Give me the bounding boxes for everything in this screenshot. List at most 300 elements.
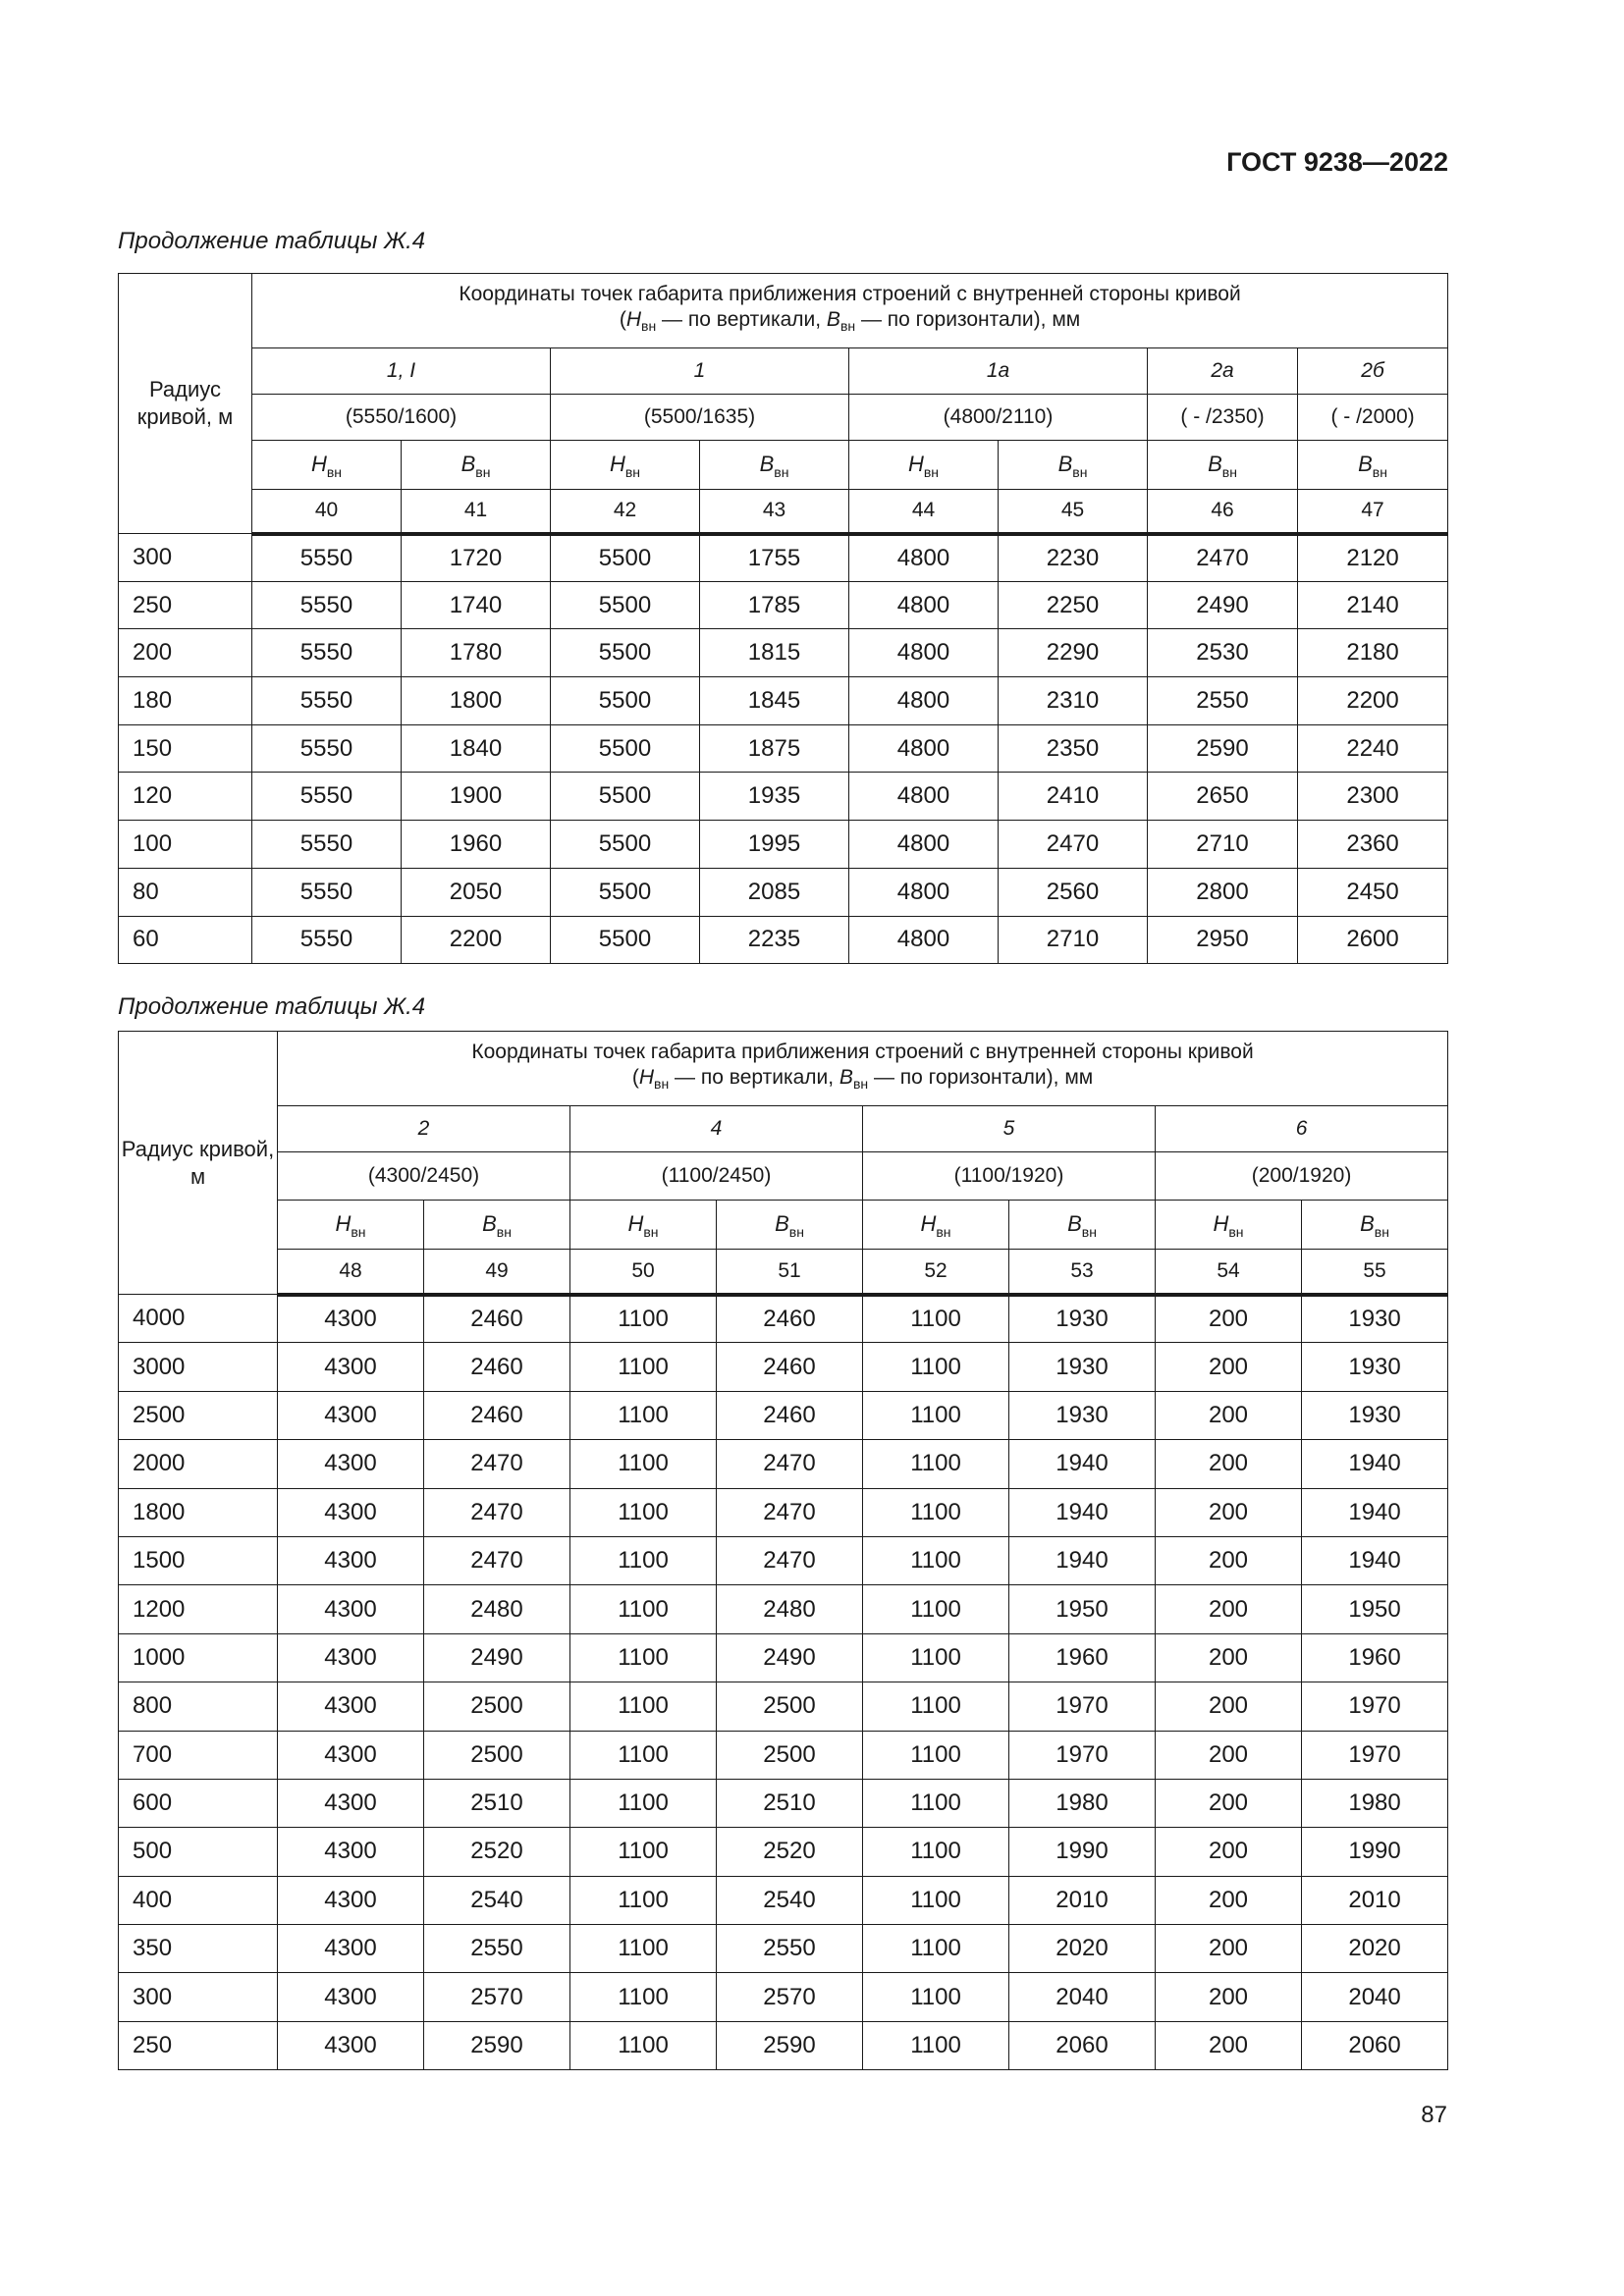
value-cell: 1990 — [1009, 1828, 1156, 1876]
value-cell: 5500 — [551, 773, 700, 821]
value-cell: 5550 — [252, 916, 402, 964]
value-cell: 2060 — [1302, 2021, 1448, 2069]
value-cell: 1960 — [1009, 1633, 1156, 1682]
group-dims: (1100/2450) — [570, 1152, 863, 1201]
column-number: 47 — [1298, 490, 1448, 534]
column-number: 41 — [402, 490, 551, 534]
value-cell: 2200 — [1298, 677, 1448, 725]
value-cell: 5550 — [252, 773, 402, 821]
value-cell: 1940 — [1302, 1488, 1448, 1536]
column-number: 45 — [999, 490, 1148, 534]
value-cell: 4300 — [278, 1779, 424, 1827]
value-cell: 1930 — [1302, 1343, 1448, 1391]
value-cell: 2470 — [717, 1536, 863, 1584]
group-dims: ( - /2000) — [1298, 395, 1448, 441]
value-cell: 1960 — [402, 821, 551, 869]
value-cell: 200 — [1156, 1682, 1302, 1731]
coordinate-symbol: $H_{вн}$ — [570, 1201, 717, 1250]
group-label: 2б — [1298, 348, 1448, 395]
radius-cell: 80 — [119, 868, 252, 916]
value-cell: 200 — [1156, 2021, 1302, 2069]
radius-cell: 100 — [119, 821, 252, 869]
value-cell: 5500 — [551, 821, 700, 869]
value-cell: 4800 — [849, 868, 999, 916]
radius-cell: 300 — [119, 534, 252, 582]
radius-cell: 3000 — [119, 1343, 278, 1391]
column-number: 55 — [1302, 1250, 1448, 1295]
value-cell: 1845 — [700, 677, 849, 725]
value-cell: 4300 — [278, 1876, 424, 1924]
radius-cell: 350 — [119, 1925, 278, 1973]
table1-caption: Продолжение таблицы Ж.4 — [118, 228, 426, 254]
table-row — [119, 1876, 1448, 1924]
value-cell: 2200 — [402, 916, 551, 964]
table-row — [119, 677, 1448, 725]
radius-cell: 2000 — [119, 1440, 278, 1488]
value-cell: 2360 — [1298, 821, 1448, 869]
value-cell: 2540 — [424, 1876, 570, 1924]
value-cell: 2250 — [999, 581, 1148, 629]
table-row — [119, 1925, 1448, 1973]
value-cell: 200 — [1156, 1536, 1302, 1584]
value-cell: 1780 — [402, 629, 551, 677]
value-cell: 4800 — [849, 821, 999, 869]
value-cell: 4300 — [278, 1633, 424, 1682]
radius-cell: 250 — [119, 2021, 278, 2069]
value-cell: 200 — [1156, 1585, 1302, 1633]
value-cell: 5500 — [551, 724, 700, 773]
column-number: 54 — [1156, 1250, 1302, 1295]
value-cell: 2510 — [424, 1779, 570, 1827]
value-cell: 1815 — [700, 629, 849, 677]
value-cell: 2490 — [424, 1633, 570, 1682]
radius-cell: 300 — [119, 1973, 278, 2021]
value-cell: 2650 — [1148, 773, 1298, 821]
table-row — [119, 1295, 1448, 1343]
value-cell: 2120 — [1298, 534, 1448, 582]
group-label: 2 — [278, 1106, 570, 1152]
value-cell: 4800 — [849, 916, 999, 964]
value-cell: 1950 — [1009, 1585, 1156, 1633]
value-cell: 200 — [1156, 1295, 1302, 1343]
column-number: 42 — [551, 490, 700, 534]
value-cell: 2470 — [1148, 534, 1298, 582]
value-cell: 1100 — [863, 1536, 1009, 1584]
value-cell: 2540 — [717, 1876, 863, 1924]
group-label: 6 — [1156, 1106, 1448, 1152]
value-cell: 2480 — [424, 1585, 570, 1633]
page-number: 87 — [1421, 2102, 1447, 2128]
value-cell: 2235 — [700, 916, 849, 964]
coordinate-symbol: $H_{вн}$ — [1156, 1201, 1302, 1250]
table-row — [119, 724, 1448, 773]
value-cell: 1100 — [863, 1440, 1009, 1488]
value-cell: 2240 — [1298, 724, 1448, 773]
value-cell: 4800 — [849, 581, 999, 629]
value-cell: 1940 — [1302, 1536, 1448, 1584]
value-cell: 1100 — [863, 1925, 1009, 1973]
value-cell: 2500 — [424, 1731, 570, 1779]
radius-cell: 60 — [119, 916, 252, 964]
column-number: 46 — [1148, 490, 1298, 534]
value-cell: 1100 — [570, 1779, 717, 1827]
value-cell: 5500 — [551, 581, 700, 629]
value-cell: 4300 — [278, 1682, 424, 1731]
value-cell: 200 — [1156, 1779, 1302, 1827]
value-cell: 2470 — [717, 1440, 863, 1488]
radius-cell: 4000 — [119, 1295, 278, 1343]
group-label: 1, I — [252, 348, 551, 395]
value-cell: 1100 — [570, 1440, 717, 1488]
value-cell: 2290 — [999, 629, 1148, 677]
radius-cell: 1800 — [119, 1488, 278, 1536]
table-row — [119, 629, 1448, 677]
group-dims: (4800/2110) — [849, 395, 1148, 441]
table-row — [119, 821, 1448, 869]
value-cell: 200 — [1156, 1876, 1302, 1924]
value-cell: 1100 — [570, 1488, 717, 1536]
table-row — [119, 581, 1448, 629]
value-cell: 2050 — [402, 868, 551, 916]
title-line-1: Координаты точек габарита приближения строений с внутренней стороны кривой — [459, 283, 1241, 306]
column-number: 43 — [700, 490, 849, 534]
value-cell: 4800 — [849, 629, 999, 677]
value-cell: 2180 — [1298, 629, 1448, 677]
coordinate-symbol: $B_{вн}$ — [700, 441, 849, 490]
table-row — [119, 1343, 1448, 1391]
value-cell: 1100 — [863, 1488, 1009, 1536]
value-cell: 2460 — [424, 1343, 570, 1391]
value-cell: 1980 — [1009, 1779, 1156, 1827]
value-cell: 1100 — [863, 1828, 1009, 1876]
value-cell: 2460 — [424, 1295, 570, 1343]
value-cell: 1100 — [863, 2021, 1009, 2069]
value-cell: 2570 — [424, 1973, 570, 2021]
value-cell: 2450 — [1298, 868, 1448, 916]
value-cell: 2350 — [999, 724, 1148, 773]
value-cell: 1755 — [700, 534, 849, 582]
radius-cell: 1500 — [119, 1536, 278, 1584]
table-row — [119, 534, 1448, 582]
value-cell: 2550 — [1148, 677, 1298, 725]
value-cell: 1100 — [863, 1633, 1009, 1682]
value-cell: 1960 — [1302, 1633, 1448, 1682]
value-cell: 1100 — [570, 1585, 717, 1633]
value-cell: 2950 — [1148, 916, 1298, 964]
value-cell: 5500 — [551, 677, 700, 725]
radius-cell: 120 — [119, 773, 252, 821]
value-cell: 1970 — [1009, 1731, 1156, 1779]
radius-cell: 1000 — [119, 1633, 278, 1682]
value-cell: 200 — [1156, 1488, 1302, 1536]
value-cell: 1100 — [570, 1973, 717, 2021]
value-cell: 2310 — [999, 677, 1148, 725]
value-cell: 1100 — [863, 1585, 1009, 1633]
value-cell: 5500 — [551, 868, 700, 916]
value-cell: 200 — [1156, 1343, 1302, 1391]
radius-cell: 1200 — [119, 1585, 278, 1633]
value-cell: 2010 — [1009, 1876, 1156, 1924]
value-cell: 4300 — [278, 1391, 424, 1439]
column-number: 40 — [252, 490, 402, 534]
coordinate-symbol: $B_{вн}$ — [424, 1201, 570, 1250]
group-label: 1 — [551, 348, 849, 395]
value-cell: 2460 — [717, 1343, 863, 1391]
radius-cell: 150 — [119, 724, 252, 773]
value-cell: 1940 — [1302, 1440, 1448, 1488]
table-row — [119, 1391, 1448, 1439]
radius-cell: 400 — [119, 1876, 278, 1924]
value-cell: 2480 — [717, 1585, 863, 1633]
value-cell: 1875 — [700, 724, 849, 773]
group-label: 5 — [863, 1106, 1156, 1152]
value-cell: 5500 — [551, 534, 700, 582]
group-label: 1а — [849, 348, 1148, 395]
coordinate-symbol: $H_{вн}$ — [863, 1201, 1009, 1250]
table-row — [119, 1682, 1448, 1731]
value-cell: 1950 — [1302, 1585, 1448, 1633]
value-cell: 200 — [1156, 1731, 1302, 1779]
value-cell: 2550 — [424, 1925, 570, 1973]
group-dims: (1100/1920) — [863, 1152, 1156, 1201]
value-cell: 2710 — [1148, 821, 1298, 869]
coordinate-symbol: $B_{вн}$ — [402, 441, 551, 490]
value-cell: 2040 — [1009, 1973, 1156, 2021]
table2 — [118, 1031, 1448, 2070]
value-cell: 2560 — [999, 868, 1148, 916]
table-row — [119, 1488, 1448, 1536]
coordinate-symbol: $H_{вн}$ — [278, 1201, 424, 1250]
value-cell: 5550 — [252, 534, 402, 582]
coordinate-symbol: $B_{вн}$ — [1009, 1201, 1156, 1250]
table-row — [119, 1779, 1448, 1827]
table-row — [119, 1973, 1448, 2021]
value-cell: 2470 — [717, 1488, 863, 1536]
value-cell: 5550 — [252, 868, 402, 916]
document-code: ГОСТ 9238—2022 — [1226, 147, 1448, 177]
value-cell: 4300 — [278, 1925, 424, 1973]
value-cell: 5550 — [252, 724, 402, 773]
title-line-2: ($H_{вн}$ — по вертикали, $B_{вн}$ — по горизонтали), мм — [631, 1066, 1094, 1093]
value-cell: 1720 — [402, 534, 551, 582]
value-cell: 2590 — [717, 2021, 863, 2069]
value-cell: 1100 — [570, 1391, 717, 1439]
value-cell: 2460 — [424, 1391, 570, 1439]
value-cell: 1100 — [570, 1633, 717, 1682]
value-cell: 1100 — [570, 2021, 717, 2069]
coordinate-symbol: $B_{вн}$ — [1148, 441, 1298, 490]
value-cell: 200 — [1156, 1391, 1302, 1439]
value-cell: 5550 — [252, 581, 402, 629]
value-cell: 1100 — [863, 1731, 1009, 1779]
value-cell: 200 — [1156, 1973, 1302, 2021]
value-cell: 1100 — [863, 1391, 1009, 1439]
value-cell: 2085 — [700, 868, 849, 916]
value-cell: 200 — [1156, 1828, 1302, 1876]
radius-cell: 2500 — [119, 1391, 278, 1439]
table-row — [119, 1828, 1448, 1876]
value-cell: 1100 — [570, 1682, 717, 1731]
value-cell: 4300 — [278, 2021, 424, 2069]
value-cell: 1970 — [1302, 1682, 1448, 1731]
value-cell: 1100 — [863, 1973, 1009, 2021]
value-cell: 2520 — [424, 1828, 570, 1876]
value-cell: 2710 — [999, 916, 1148, 964]
table-row — [119, 1731, 1448, 1779]
value-cell: 2460 — [717, 1295, 863, 1343]
value-cell: 4800 — [849, 677, 999, 725]
group-dims: (200/1920) — [1156, 1152, 1448, 1201]
value-cell: 4300 — [278, 1488, 424, 1536]
value-cell: 1100 — [570, 1295, 717, 1343]
value-cell: 1100 — [570, 1343, 717, 1391]
coordinate-symbol: $B_{вн}$ — [1302, 1201, 1448, 1250]
value-cell: 2020 — [1009, 1925, 1156, 1973]
column-number: 48 — [278, 1250, 424, 1295]
value-cell: 4300 — [278, 1343, 424, 1391]
value-cell: 1940 — [1009, 1536, 1156, 1584]
value-cell: 1100 — [570, 1731, 717, 1779]
value-cell: 2470 — [424, 1536, 570, 1584]
column-number: 52 — [863, 1250, 1009, 1295]
column-number: 44 — [849, 490, 999, 534]
value-cell: 2550 — [717, 1925, 863, 1973]
table-row — [119, 2021, 1448, 2069]
value-cell: 2470 — [424, 1488, 570, 1536]
value-cell: 1800 — [402, 677, 551, 725]
value-cell: 2410 — [999, 773, 1148, 821]
value-cell: 2470 — [424, 1440, 570, 1488]
value-cell: 1100 — [570, 1536, 717, 1584]
radius-cell: 500 — [119, 1828, 278, 1876]
table2-caption: Продолжение таблицы Ж.4 — [118, 993, 426, 1020]
radius-cell: 250 — [119, 581, 252, 629]
value-cell: 1900 — [402, 773, 551, 821]
coordinate-symbol: $B_{вн}$ — [999, 441, 1148, 490]
value-cell: 1100 — [570, 1925, 717, 1973]
value-cell: 4800 — [849, 534, 999, 582]
value-cell: 200 — [1156, 1633, 1302, 1682]
value-cell: 1100 — [863, 1876, 1009, 1924]
value-cell: 2500 — [717, 1731, 863, 1779]
value-cell: 2530 — [1148, 629, 1298, 677]
value-cell: 2040 — [1302, 1973, 1448, 2021]
value-cell: 2570 — [717, 1973, 863, 2021]
radius-cell: 200 — [119, 629, 252, 677]
value-cell: 1100 — [863, 1343, 1009, 1391]
value-cell: 1970 — [1302, 1731, 1448, 1779]
radius-cell: 180 — [119, 677, 252, 725]
value-cell: 2500 — [424, 1682, 570, 1731]
group-label: 2а — [1148, 348, 1298, 395]
value-cell: 4800 — [849, 773, 999, 821]
value-cell: 1840 — [402, 724, 551, 773]
value-cell: 1930 — [1009, 1391, 1156, 1439]
value-cell: 4300 — [278, 1440, 424, 1488]
value-cell: 4300 — [278, 1295, 424, 1343]
value-cell: 1930 — [1009, 1295, 1156, 1343]
value-cell: 4300 — [278, 1731, 424, 1779]
value-cell: 1930 — [1302, 1391, 1448, 1439]
value-cell: 2590 — [424, 2021, 570, 2069]
value-cell: 4300 — [278, 1973, 424, 2021]
table1 — [118, 273, 1448, 964]
table-row — [119, 773, 1448, 821]
radius-cell: 700 — [119, 1731, 278, 1779]
value-cell: 1940 — [1009, 1440, 1156, 1488]
value-cell: 1100 — [863, 1682, 1009, 1731]
value-cell: 2020 — [1302, 1925, 1448, 1973]
coordinate-symbol: $H_{вн}$ — [551, 441, 700, 490]
value-cell: 1100 — [570, 1828, 717, 1876]
value-cell: 2230 — [999, 534, 1148, 582]
value-cell: 2010 — [1302, 1876, 1448, 1924]
value-cell: 1100 — [570, 1876, 717, 1924]
value-cell: 1970 — [1009, 1682, 1156, 1731]
radius-header: Радиус кривой, м — [119, 274, 252, 534]
value-cell: 5500 — [551, 916, 700, 964]
value-cell: 5550 — [252, 629, 402, 677]
coordinates-title — [252, 274, 1448, 348]
column-number: 51 — [717, 1250, 863, 1295]
value-cell: 1785 — [700, 581, 849, 629]
group-dims: (5550/1600) — [252, 395, 551, 441]
table-row — [119, 916, 1448, 964]
value-cell: 5550 — [252, 821, 402, 869]
value-cell: 2060 — [1009, 2021, 1156, 2069]
value-cell: 2500 — [717, 1682, 863, 1731]
title-line-2: ($H_{вн}$ — по вертикали, $B_{вн}$ — по горизонтали), мм — [619, 308, 1081, 335]
table-row — [119, 1536, 1448, 1584]
group-label: 4 — [570, 1106, 863, 1152]
coordinates-title — [278, 1032, 1448, 1106]
value-cell: 1930 — [1302, 1295, 1448, 1343]
value-cell: 1935 — [700, 773, 849, 821]
group-dims: (5500/1635) — [551, 395, 849, 441]
value-cell: 1990 — [1302, 1828, 1448, 1876]
title-line-1: Координаты точек габарита приближения строений с внутренней стороны кривой — [471, 1041, 1254, 1064]
value-cell: 2590 — [1148, 724, 1298, 773]
coordinate-symbol: $B_{вн}$ — [1298, 441, 1448, 490]
value-cell: 4300 — [278, 1828, 424, 1876]
coordinate-symbol: $H_{вн}$ — [849, 441, 999, 490]
value-cell: 4300 — [278, 1536, 424, 1584]
value-cell: 4800 — [849, 724, 999, 773]
column-number: 53 — [1009, 1250, 1156, 1295]
value-cell: 2490 — [717, 1633, 863, 1682]
radius-cell: 800 — [119, 1682, 278, 1731]
value-cell: 1980 — [1302, 1779, 1448, 1827]
value-cell: 2490 — [1148, 581, 1298, 629]
value-cell: 2140 — [1298, 581, 1448, 629]
column-number: 50 — [570, 1250, 717, 1295]
value-cell: 2300 — [1298, 773, 1448, 821]
value-cell: 200 — [1156, 1440, 1302, 1488]
value-cell: 2510 — [717, 1779, 863, 1827]
coordinate-symbol: $B_{вн}$ — [717, 1201, 863, 1250]
value-cell: 5550 — [252, 677, 402, 725]
value-cell: 1995 — [700, 821, 849, 869]
value-cell: 2800 — [1148, 868, 1298, 916]
value-cell: 5500 — [551, 629, 700, 677]
value-cell: 1100 — [863, 1295, 1009, 1343]
value-cell: 4300 — [278, 1585, 424, 1633]
value-cell: 1740 — [402, 581, 551, 629]
value-cell: 1100 — [863, 1779, 1009, 1827]
value-cell: 1930 — [1009, 1343, 1156, 1391]
table-row — [119, 1585, 1448, 1633]
radius-cell: 600 — [119, 1779, 278, 1827]
